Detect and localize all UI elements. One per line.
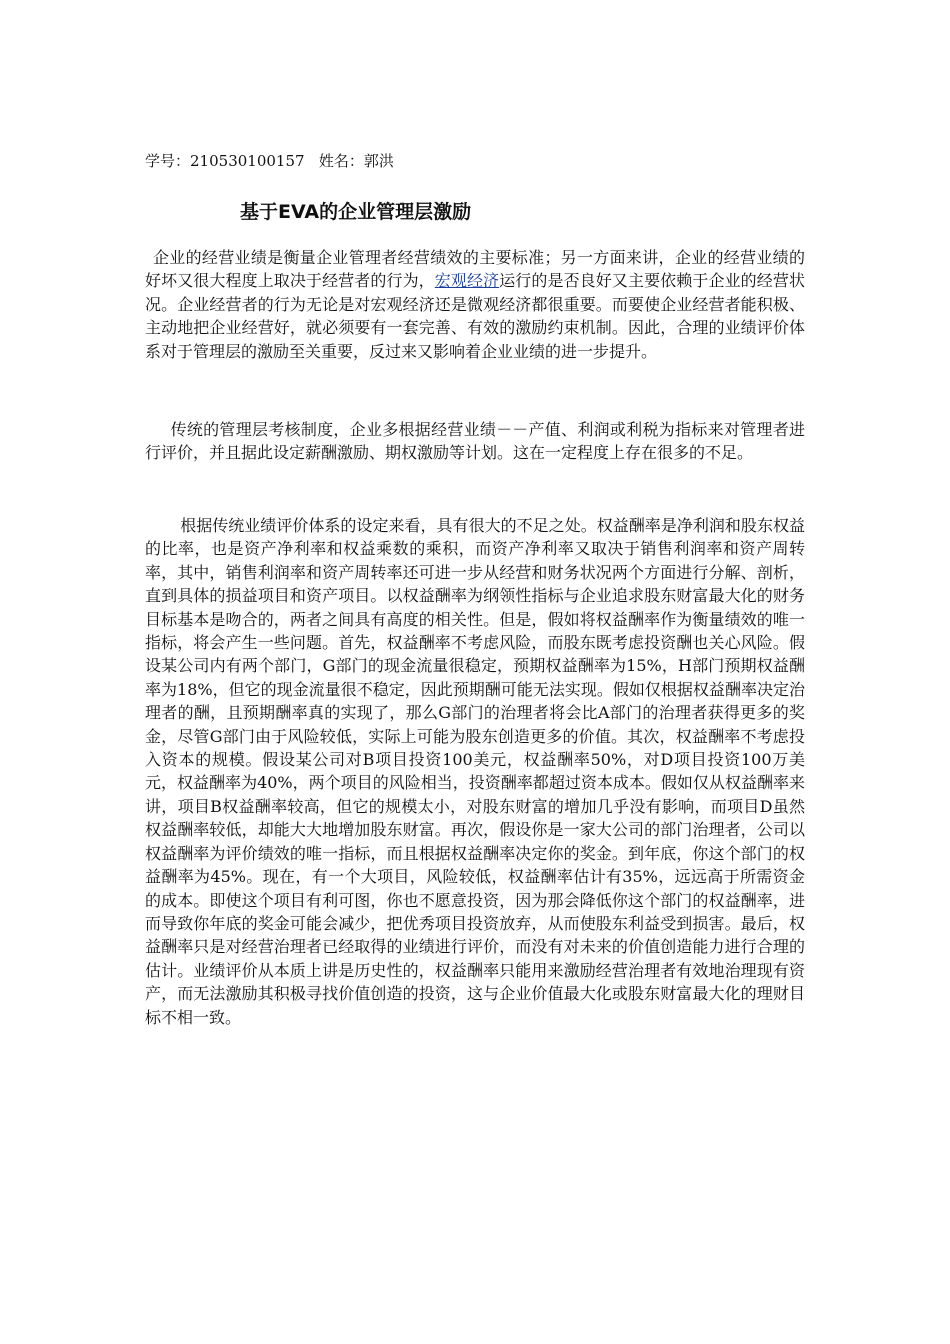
paragraph-3: 根据传统业绩评价体系的设定来看，具有很大的不足之处。权益酬率是净利润和股东权益的比率，也是资产净利率和权益乘数的乘积，而资产净利率又取决于销售利润率和资产周转率，其中，销售利润率和资产周转率还可进一步从经营和财务状况两个方面进行分解、剖析，直到具体的损益项目和资产项目。以权益酬率为纲领性指标与企业追求股东财富最大化的财务目标基本是吻合的，两者之间具有高度的相关性。但是，假如将权益酬率作为衡量绩效的唯一指标，将会产生一些问题。首先，权益酬率不考虑风险，而股东既考虑投资酬也关心风险。假设某公司内有两个部门，G部门的现金流量很稳定，预期权益酬率为15%，H部门预期权益酬率为18%，但它的现金流量很不稳定，因此预期酬可能无法实现。假如仅根据权益酬率决定治理者的酬，且预期酬率真的实现了，那么G部门的治理者将会比A部门的治理者获得更多的奖金，尽管G部门由于风险较低，实际上可能为股东创造更多的价值。其次，权益酬率不考虑投入资本的规模。假设某公司对B项目投资100美元，权益酬率50%，对D项目投资100万美元，权益酬率为40%，两个项目的风险相当，投资酬率都超过资本成本。假如仅从权益酬率来讲，项目B权益酬率较高，但它的规模太小，对股东财富的增加几乎没有影响，而项目D虽然权益酬率较低，却能大大地增加股东财富。再次，假设你是一家大公司的部门治理者，公司以权益酬率为评价绩效的唯一指标，而且根据权益酬率决定你的奖金。到年底，你这个部门的权益酬率为45%。现在，有一个大项目，风险较低，权益酬率估计有35%，远远高于所需资金的成本。即使这个项目有利可图，你也不愿意投资，因为那会降低你这个部门的权益酬率，进而导致你年底的奖金可能会减少，把优秀项目投资放弃，从而使股东利益受到损害。最后，权益酬率只是对经营治理者已经取得的业绩进行评价，而没有对未来的价值创造能力进行合理的估计。业绩评价从本质上讲是历史性的，权益酬率只能用来激励经营治理者有效地治理现有资产，而无法激励其积极寻找价值创造的投资，这与企业价值最大化或股东财富最大化的理财目标不相一致。 <box>145 516 805 1027</box>
author-name: 郭洪 <box>363 152 394 170</box>
name-label: 姓名： <box>318 152 364 170</box>
macroeconomy-link[interactable]: 宏观经济 <box>434 271 500 291</box>
student-id: 210530100157 <box>190 152 305 170</box>
paragraph-1 <box>145 246 805 363</box>
author-info <box>145 150 394 172</box>
paragraph-2: 传统的管理层考核制度，企业多根据经营业绩－－产值、利润或利税为指标来对管理者进行评价，并且据此设定薪酬激励、期权激励等计划。这在一定程度上存在很多的不足。 <box>145 420 805 463</box>
paragraph-1-text-a: 企业的经营业绩是衡量企业管理者经营绩效的主要标准；另一方面来讲，企业的经营业绩的好坏又很大程度上取决于经营者的行为， <box>145 248 805 291</box>
paragraph-1-text-b: 运行的是否良好又主要依赖于企业的经营状况。企业经营者的行为无论是对宏观经济还是微观经济都很重要。而要使企业经营者能积极、主动地把企业经营好，就必须要有一套完善、有效的激励约束机制。因此，合理的业绩评价体系对于管理层的激励至关重要，反过来又影响着企业业绩的进一步提升。 <box>145 271 805 361</box>
document-title: 基于EVA的企业管理层激励 <box>240 201 472 223</box>
student-id-label: 学号： <box>145 152 191 170</box>
